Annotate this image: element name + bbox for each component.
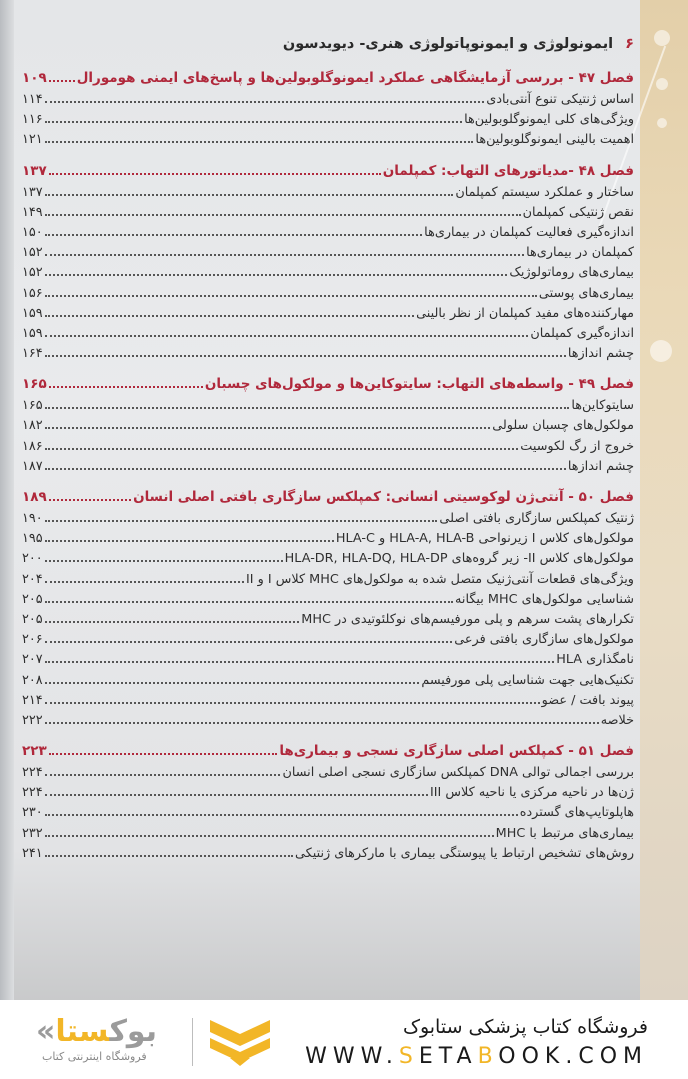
- page-ref: ۲۲۴: [22, 785, 43, 801]
- entry-title: اندازه‌گیری فعالیت کمپلمان در بیماری‌ها: [424, 224, 634, 240]
- entry-title: نقص ژنتیکی کمپلمان: [522, 204, 634, 220]
- toc-chapter-row: [22, 70, 634, 92]
- entry-title: اساس ژنتیکی تنوع آنتی‌بادی: [486, 92, 634, 107]
- chapter-title: فصل ۵۰ - آنتی‌ژن لوکوسیتی انسانی: کمپلکس سازگاری بافتی اصلی انسان: [133, 489, 634, 505]
- dot-leader: [45, 600, 453, 603]
- dot-leader: [45, 140, 474, 143]
- dot-leader: [45, 193, 454, 196]
- chapter-title: فصل ۴۷ - بررسی آزمایشگاهی عملکرد ایمونوگلوبولین‌ها و پاسخ‌های ایمنی هومورال: [76, 70, 634, 86]
- dot-leader: [45, 294, 537, 297]
- toc-chapter-row: [22, 489, 634, 511]
- page-ref: ۱۵۶: [22, 285, 43, 301]
- dot-leader: [45, 793, 428, 796]
- dot-leader: [49, 79, 75, 82]
- toc-entry-row: [22, 652, 634, 672]
- toc-entry-row: [22, 459, 634, 479]
- entry-title: بررسی اجمالی توالی DNA کمپلکس سازگاری نسجی اصلی انسان: [282, 765, 634, 781]
- page-ref: ۱۶۵: [22, 376, 47, 393]
- page-ref: ۱۱۴: [22, 92, 43, 107]
- toc-entry-row: [22, 693, 634, 713]
- chapter-title: فصل ۴۹ - واسطه‌های التهاب: سایتوکاین‌ها و مولکول‌های چسبان: [204, 376, 634, 393]
- dot-leader: [45, 213, 521, 216]
- entry-title: اندازه‌گیری کمپلمان: [530, 325, 634, 341]
- entry-title: چشم اندازها: [567, 458, 634, 474]
- page-ref: ۲۰۵: [22, 611, 43, 627]
- dot-leader: [45, 273, 508, 276]
- page-ref: ۱۱۶: [22, 112, 43, 128]
- toc-entry-row: [22, 826, 634, 846]
- page-ref: ۲۰۵: [22, 591, 43, 607]
- dot-leader: [45, 773, 281, 776]
- dot-leader: [49, 498, 131, 501]
- page-ref: ۱۴۹: [22, 204, 43, 220]
- logo-wordmark: « بوکستا: [36, 1014, 157, 1049]
- toc-entry-row: [22, 846, 634, 866]
- entry-title: مهارکننده‌های مفید کمپلمان از نظر بالینی: [416, 305, 634, 321]
- page-ref: ۲۱۴: [22, 692, 43, 708]
- dot-leader: [45, 701, 540, 704]
- page-ref: ۲۰۸: [22, 672, 43, 688]
- toc-entry-row: [22, 346, 634, 366]
- toc-entry-row: [22, 225, 634, 245]
- page-ref: ۱۹۰: [22, 511, 43, 526]
- dot-leader: [45, 813, 518, 816]
- page-ref: ۱۵۹: [22, 325, 43, 341]
- toc-chapter-row: [22, 743, 634, 765]
- page-ref: ۲۰۴: [22, 571, 43, 587]
- section-gap: [22, 366, 634, 376]
- logo-divider: [192, 1018, 193, 1066]
- toc-entry-row: [22, 286, 634, 306]
- toc-entry-row: [22, 592, 634, 612]
- page-ref: ۱۸۹: [22, 489, 47, 505]
- dot-leader: [45, 233, 423, 236]
- dot-leader: [45, 681, 420, 684]
- toc-chapter-row: [22, 163, 634, 185]
- page-ref: ۱۲۱: [22, 132, 43, 148]
- dot-leader: [45, 660, 555, 663]
- store-name: فروشگاه کتاب پزشکی ستابوک: [402, 1016, 648, 1038]
- toc-entry-row: [22, 531, 634, 551]
- toc-entry-row: [22, 205, 634, 225]
- dot-leader: [45, 519, 438, 522]
- entry-title: ویژگی‌های کلی ایمونوگلوبولین‌ها: [464, 112, 634, 128]
- toc-page: [22, 0, 634, 1000]
- chapter-title: فصل ۴۸ -مدیاتورهای التهاب: کمپلمان: [382, 162, 634, 179]
- entry-title: کمپلمان در بیماری‌ها: [526, 245, 634, 261]
- dot-leader: [49, 752, 278, 755]
- dot-leader: [45, 100, 485, 103]
- toc-entry-row: [22, 713, 634, 733]
- dot-leader: [45, 447, 519, 450]
- entry-title: هاپلوتایپ‌های گسترده: [519, 805, 634, 821]
- entry-title: مولکول‌های سازگاری بافتی فرعی: [454, 632, 634, 648]
- page-ref: ۱۵۰: [22, 224, 43, 240]
- toc-entry-row: [22, 132, 634, 152]
- toc-chapter-row: [22, 376, 634, 398]
- page-ref: ۱۵۲: [22, 245, 43, 261]
- chevron-logo-icon: [208, 1018, 272, 1068]
- section-gap: [22, 479, 634, 489]
- dot-leader: [45, 854, 293, 857]
- entry-title: پیوند بافت / عضو: [541, 692, 634, 708]
- page-ref: ۱۳۷: [22, 162, 47, 179]
- page-ref: ۲۲۲: [22, 712, 43, 728]
- toc-entry-row: [22, 612, 634, 632]
- entry-title: مولکول‌های کلاس II- زیر گروه‌های HLA-DR, HLA-DQ, HLA-DP: [284, 551, 634, 567]
- entry-title: بیماری‌های روماتولوژیک: [509, 265, 634, 281]
- page-ref: ۱۰۹: [22, 70, 47, 86]
- dot-leader: [45, 334, 529, 337]
- page-ref: ۲۰۶: [22, 632, 43, 648]
- page-ref: ۲۲۴: [22, 765, 43, 781]
- entry-title: سایتوکاین‌ها: [571, 398, 634, 414]
- entry-title: روش‌های تشخیص ارتباط یا پیوستگی بیماری با مارکرهای ژنتیکی: [295, 845, 634, 861]
- entry-title: اهمیت بالینی ایمونوگلوبولین‌ها: [475, 132, 634, 148]
- dot-leader: [45, 640, 453, 643]
- entry-title: بیماری‌های پوستی: [538, 285, 634, 301]
- toc-entry-row: [22, 439, 634, 459]
- dot-leader: [45, 467, 566, 470]
- chapter-title: فصل ۵۱ - کمپلکس اصلی سازگاری نسجی و بیماری‌ها: [279, 743, 634, 760]
- entry-title: خلاصه: [600, 712, 634, 728]
- page-ref: ۱۸۷: [22, 458, 43, 474]
- toc-entry-row: [22, 306, 634, 326]
- dot-leader: [45, 539, 334, 542]
- dot-leader: [45, 426, 491, 429]
- dot-leader: [45, 120, 462, 123]
- entry-title: تکنیک‌هایی جهت شناسایی پلی مورفیسم: [421, 672, 634, 688]
- toc-entry-row: [22, 765, 634, 785]
- entry-title: خروج از رگ لکوسیت: [520, 438, 634, 454]
- page-ref: ۱۶۴: [22, 346, 43, 362]
- dot-leader: [45, 406, 570, 409]
- dot-leader: [45, 354, 566, 357]
- entry-title: ژنتیک کمپلکس سازگاری بافتی اصلی: [439, 511, 634, 526]
- decorative-edge-strip: [640, 0, 688, 1000]
- entry-title: ژن‌ها در ناحیه مرکزی یا ناحیه کلاس III: [430, 785, 634, 801]
- toc-entry-row: [22, 673, 634, 693]
- dot-leader: [49, 385, 203, 388]
- page-ref: ۱۶۵: [22, 398, 43, 414]
- toc-entry-row: [22, 326, 634, 346]
- logo-subtitle: فروشگاه اینترنتی کتاب: [42, 1050, 147, 1063]
- dot-leader: [45, 580, 244, 583]
- toc-entry-row: [22, 418, 634, 438]
- dot-leader: [45, 721, 599, 724]
- toc-entry-row: [22, 265, 634, 285]
- page-ref: ۱۵۲: [22, 265, 43, 281]
- page-ref: ۲۰۰: [22, 551, 43, 567]
- page-ref: ۱۹۵: [22, 531, 43, 547]
- page-ref: ۲۰۷: [22, 652, 43, 668]
- page-ref: ۲۴۱: [22, 845, 43, 861]
- toc-entry-row: [22, 785, 634, 805]
- page-number: ۶: [625, 36, 634, 52]
- toc-entry-row: [22, 92, 634, 112]
- dot-leader: [45, 314, 415, 317]
- page-ref: ۱۸۶: [22, 438, 43, 454]
- toc-entry-row: [22, 572, 634, 592]
- entry-title: مولکول‌های کلاس I زیرنواحی HLA-A, HLA-B و HLA-C: [335, 531, 634, 547]
- entry-title: چشم اندازها: [567, 346, 634, 362]
- store-footer: [0, 1000, 688, 1079]
- dot-leader: [45, 834, 494, 837]
- toc-entry-row: [22, 632, 634, 652]
- dot-leader: [45, 253, 525, 256]
- entry-title: بیماری‌های مرتبط با MHC: [495, 825, 634, 841]
- running-head: [22, 36, 634, 52]
- page-ref: ۲۳۲: [22, 825, 43, 841]
- entry-title: شناسایی مولکول‌های MHC بیگانه: [455, 591, 634, 607]
- dot-leader: [49, 172, 381, 175]
- entry-title: نامگذاری HLA: [556, 652, 634, 668]
- page-ref: ۱۳۷: [22, 184, 43, 200]
- setabook-logo: [36, 1014, 276, 1070]
- toc-entry-row: [22, 112, 634, 132]
- toc-entry-row: [22, 245, 634, 265]
- dot-leader: [45, 620, 300, 623]
- book-title: ایمونولوژی و ایمونوپاتولوژی هنری- دیویدسون: [282, 36, 614, 52]
- store-url[interactable]: WWW.SETABOOK.COM: [305, 1044, 648, 1069]
- table-of-contents: [22, 70, 634, 866]
- section-gap: [22, 733, 634, 743]
- dot-leader: [45, 559, 283, 562]
- page-ref: ۲۳۰: [22, 805, 43, 821]
- page-ref: ۱۸۲: [22, 418, 43, 434]
- toc-entry-row: [22, 805, 634, 825]
- entry-title: تکرارهای پشت سرهم و پلی مورفیسم‌های نوکلئوتیدی در MHC: [301, 611, 634, 627]
- toc-entry-row: [22, 185, 634, 205]
- section-gap: [22, 153, 634, 163]
- toc-entry-row: [22, 398, 634, 418]
- entry-title: ساختار و عملکرد سیستم کمپلمان: [455, 184, 634, 200]
- toc-entry-row: [22, 511, 634, 531]
- entry-title: ویژگی‌های قطعات آنتی‌ژنیک متصل شده به مولکول‌های MHC کلاس I و II: [246, 571, 634, 587]
- page-ref: ۱۵۹: [22, 305, 43, 321]
- toc-entry-row: [22, 551, 634, 571]
- entry-title: مولکول‌های چسبان سلولی: [492, 418, 634, 434]
- page-ref: ۲۲۳: [22, 743, 47, 760]
